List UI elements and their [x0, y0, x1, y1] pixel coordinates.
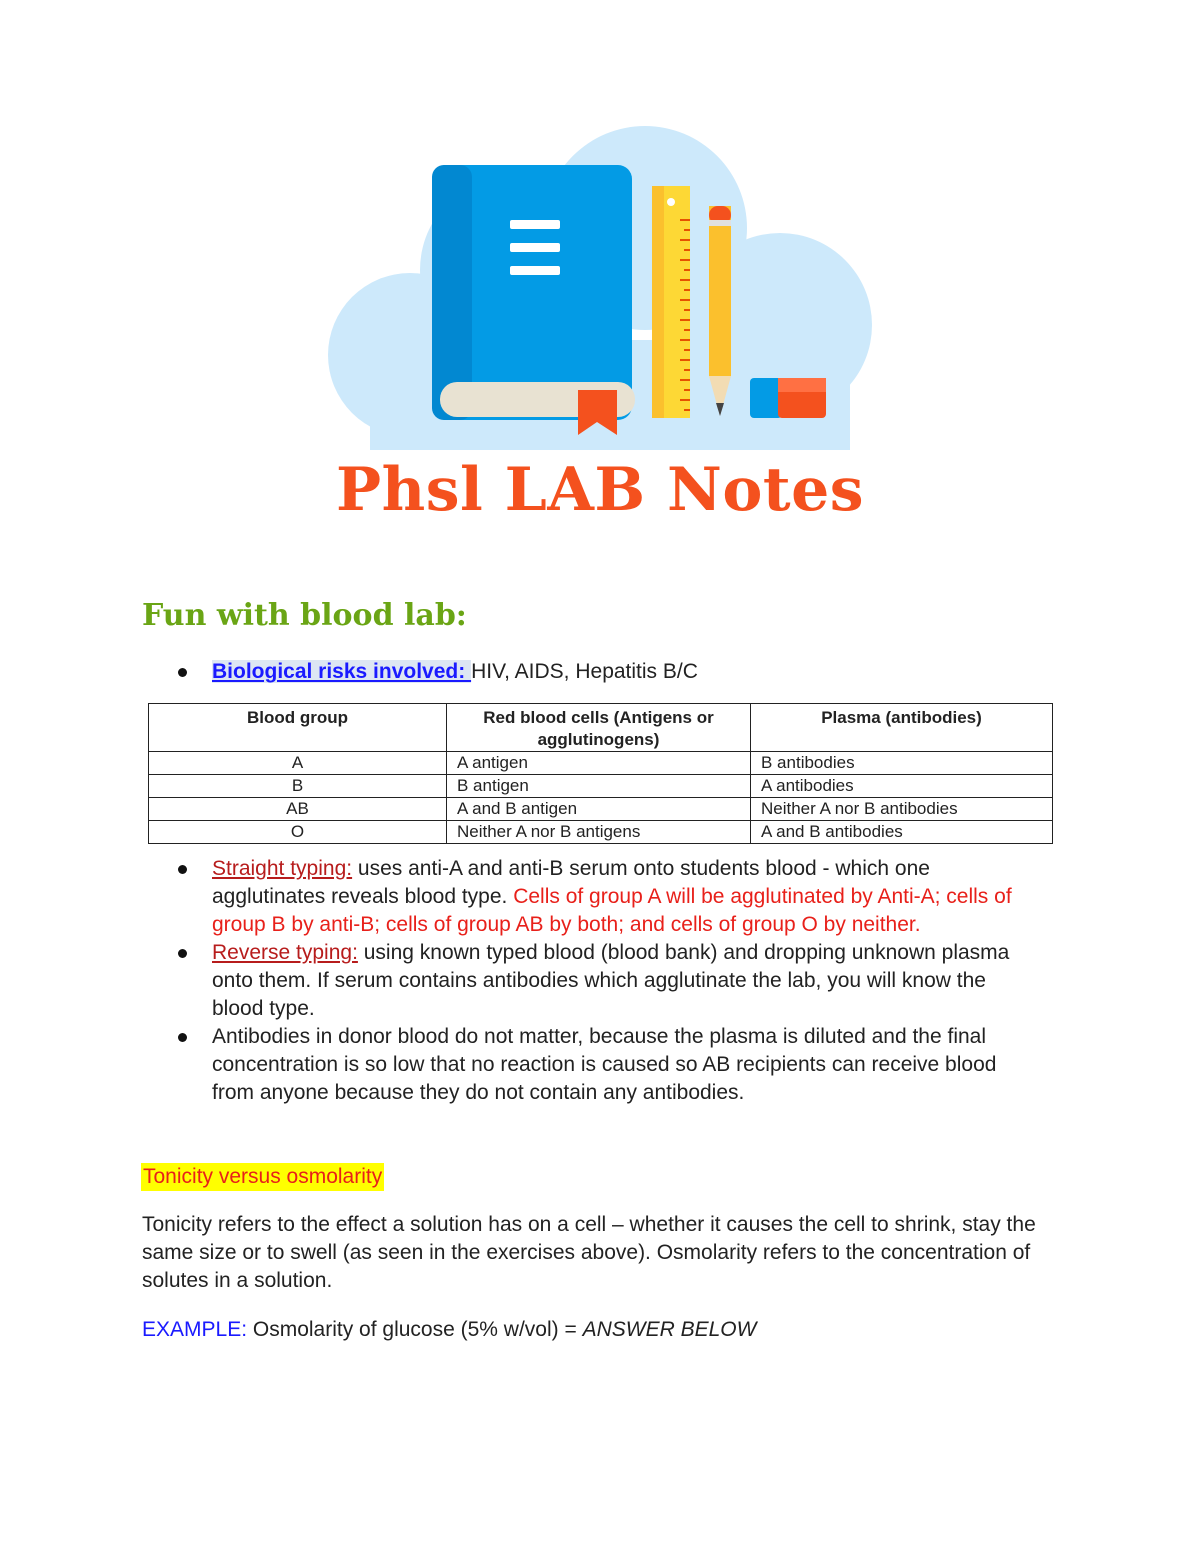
table-row [149, 775, 1053, 798]
reverse-typing-text: using known typed blood (blood bank) and dropping unknown plasma onto them. If serum contains antibodies which agglutinate the lab, you will know the blood type. [212, 941, 1010, 1020]
donor-blood-text: Antibodies in donor blood do not matter, because the plasma is diluted and the final concentration is so low that no reaction is caused so AB recipients can receive blood from anyone because they do not contain any antibodies. [212, 1025, 997, 1104]
pencil-icon [709, 206, 731, 416]
table-cell: AB [149, 798, 447, 821]
bullet-icon [178, 865, 187, 874]
example-line [142, 1316, 1067, 1344]
tonicity-heading: Tonicity versus osmolarity [141, 1163, 384, 1191]
table-cell: A antibodies [751, 775, 1053, 798]
table-cell: B [149, 775, 447, 798]
example-label: EXAMPLE: [142, 1318, 248, 1341]
page-title: Phsl LAB Notes [335, 455, 865, 525]
table-cell: Neither A nor B antibodies [751, 798, 1053, 821]
hero-illustration [320, 120, 880, 450]
typing-list [172, 855, 1042, 1107]
eraser-icon [750, 378, 826, 418]
ruler-icon [652, 186, 690, 418]
table-header-row [149, 704, 1053, 752]
table-row [149, 752, 1053, 775]
table-header: Red blood cells (Antigens or agglutinogens) [447, 704, 751, 752]
table-cell: A and B antigen [447, 798, 751, 821]
straight-typing-label: Straight typing: [212, 857, 353, 880]
list-item [172, 855, 1042, 939]
table-cell: O [149, 821, 447, 844]
risks-label: Biological risks involved: [212, 660, 472, 683]
book-icon [432, 165, 635, 420]
table-cell: B antibodies [751, 752, 1053, 775]
list-item [172, 939, 1042, 1023]
list-item [172, 658, 1042, 686]
straight-typing-text: uses anti-A and anti-B serum onto students blood - which one agglutinates reveals blood type. [212, 857, 930, 908]
list-item [172, 1023, 1042, 1107]
reverse-typing-label: Reverse typing: [212, 941, 358, 964]
bullet-icon [178, 1033, 187, 1042]
straight-typing-note: Cells of group A will be agglutinated by Anti-A; cells of group B by anti-B; cells of group AB by both; and cells of group O by neither. [212, 885, 1012, 936]
table-header: Blood group [149, 704, 447, 752]
risks-list [172, 658, 1042, 686]
tonicity-paragraph: Tonicity refers to the effect a solution has on a cell – whether it causes the cell to shrink, stay the same size or to swell (as seen in the exercises above). Osmolarity refers to the concentration of solutes in a solution. [142, 1213, 1036, 1292]
blood-group-table [148, 703, 1053, 844]
table-row [149, 821, 1053, 844]
table-cell: A and B antibodies [751, 821, 1053, 844]
example-text: Osmolarity of glucose (5% w/vol) = [247, 1318, 583, 1341]
bullet-icon [178, 949, 187, 958]
table-cell: A [149, 752, 447, 775]
table-header: Plasma (antibodies) [751, 704, 1053, 752]
section-heading: Fun with blood lab: [142, 598, 467, 633]
risks-text: HIV, AIDS, Hepatitis B/C [471, 660, 698, 683]
table-cell: B antigen [447, 775, 751, 798]
table-cell: Neither A nor B antigens [447, 821, 751, 844]
table-cell: A antigen [447, 752, 751, 775]
bullet-icon [178, 668, 187, 677]
example-answer: ANSWER BELOW [582, 1318, 757, 1341]
table-row [149, 798, 1053, 821]
